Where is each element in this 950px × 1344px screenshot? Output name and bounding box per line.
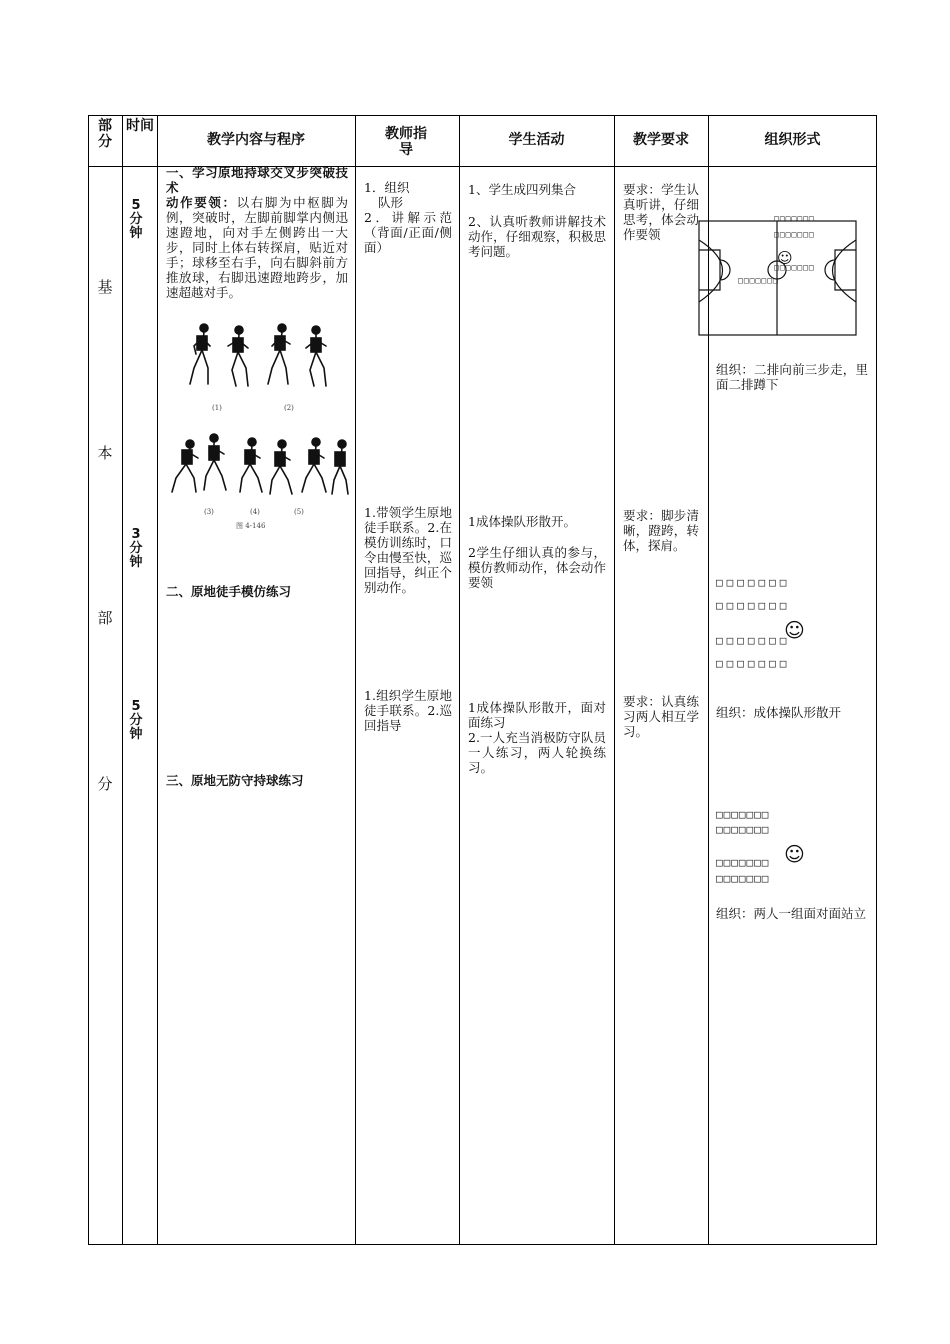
student-formation-row: □□□□□□□ xyxy=(716,808,770,821)
student-formation-row: □□□□□□□ xyxy=(738,276,779,285)
part-label: 部 xyxy=(97,609,113,627)
student-formation-row: □□□□□□□ xyxy=(774,263,815,272)
requirement-3: 要求：认真练习两人相互学习。 xyxy=(623,694,699,739)
student-formation-row: □□□□□□□ xyxy=(774,214,815,223)
figure-title: 图 4-146 xyxy=(236,522,266,530)
col-divider xyxy=(614,116,615,1244)
teacher-smiley-icon: ☺ xyxy=(777,249,793,267)
key-points-text: 以右脚为中枢脚为例，突破时，左脚前脚掌内侧迅速蹬地，向对手左侧跨出一大步，同时上体右转探肩，贴近对手；球移至右手，向右脚斜前方推放球，右脚迅速蹬地跨步，加速超越对手。 xyxy=(166,195,348,300)
student-formation-row: □□□□□□□ xyxy=(716,856,770,869)
time-label: 3分钟 xyxy=(129,527,143,570)
student-activity-3b: 2.一人充当消极防守队员一人练习，两人轮换练习。 xyxy=(468,730,606,775)
header-student: 学生活动 xyxy=(508,132,565,148)
organization-note-1: 组织：二排向前三步走，里面二排蹲下 xyxy=(716,362,868,392)
teacher-guidance-3: 1.组织学生原地徒手联系。2.巡回指导 xyxy=(364,688,452,733)
key-points-label: 动作要领： xyxy=(166,195,237,210)
part-label: 分 xyxy=(97,775,113,793)
figure-caption: (3) xyxy=(204,508,214,516)
section-3-title: 三、原地无防守持球练习 xyxy=(166,773,304,788)
student-formation-row: □□□□□□□ xyxy=(716,657,791,670)
student-activity-1a: 1、学生成四列集合 xyxy=(468,182,576,197)
header-organization: 组织形式 xyxy=(764,132,821,148)
student-formation-row: □□□□□□□ xyxy=(716,872,770,885)
section-2-title: 二、原地徒手模仿练习 xyxy=(166,584,292,599)
teacher-smiley-icon: ☺ xyxy=(784,618,805,642)
player-figure xyxy=(190,324,210,384)
organization-note-3: 组织：两人一组面对面站立 xyxy=(716,906,867,921)
teacher-text: 队形 xyxy=(378,195,404,210)
teacher-guidance-1 xyxy=(364,180,452,255)
col-divider xyxy=(157,116,158,1244)
header-part: 部分 xyxy=(98,118,112,150)
figure-caption: (2) xyxy=(284,404,294,412)
figure-caption: (5) xyxy=(294,508,304,516)
teacher-smiley-icon: ☺ xyxy=(784,842,805,866)
requirement-1: 要求：学生认真听讲，仔细思考，体会动作要领 xyxy=(623,182,699,242)
figure-caption: (1) xyxy=(212,404,222,412)
col-divider xyxy=(122,116,123,1244)
col-divider xyxy=(459,116,460,1244)
student-activity-2b: 2学生仔细认真的参与，模仿教师动作，体会动作要领 xyxy=(468,545,606,590)
student-formation-row: □□□□□□□ xyxy=(716,599,791,612)
student-formation-row: □□□□□□□ xyxy=(716,576,791,589)
part-label: 本 xyxy=(97,444,113,462)
student-activity-3a: 1成体操队形散开，面对面练习 xyxy=(468,700,606,730)
header-time: 时间 xyxy=(126,118,154,134)
header-requirement: 教学要求 xyxy=(633,132,689,148)
student-activity-2a: 1成体操队形散开。 xyxy=(468,514,576,529)
header-teacher: 教师指导 xyxy=(385,126,427,158)
teacher-text: 2．讲解示范（背面/正面/侧面） xyxy=(364,210,452,255)
col-divider xyxy=(355,116,356,1244)
requirement-2: 要求：脚步清晰，蹬跨，转体，探肩。 xyxy=(623,508,699,553)
section-1-title: 一、学习原地持球交叉步突破技术 xyxy=(166,165,348,195)
figure-caption: (4) xyxy=(250,508,260,516)
time-label: 5分钟 xyxy=(129,699,143,742)
teacher-text: 1．组织 xyxy=(364,180,410,195)
student-activity-1b: 2、认真听教师讲解技术动作，仔细观察，积极思考问题。 xyxy=(468,214,606,259)
student-formation-row: □□□□□□□ xyxy=(716,823,770,836)
content-section-1 xyxy=(166,165,348,300)
student-formation-row: □□□□□□□ xyxy=(716,634,791,647)
time-label: 5分钟 xyxy=(129,198,143,241)
part-label: 基 xyxy=(97,278,113,296)
header-content: 教学内容与程序 xyxy=(207,132,305,148)
technique-figure xyxy=(164,318,354,536)
teacher-guidance-2: 1.带领学生原地徒手联系。2.在模仿训练时，口令由慢至快，巡回指导，纠正个别动作。 xyxy=(364,505,452,595)
organization-note-2: 组织：成体操队形散开 xyxy=(716,705,842,720)
student-formation-row: □□□□□□□ xyxy=(774,230,815,239)
